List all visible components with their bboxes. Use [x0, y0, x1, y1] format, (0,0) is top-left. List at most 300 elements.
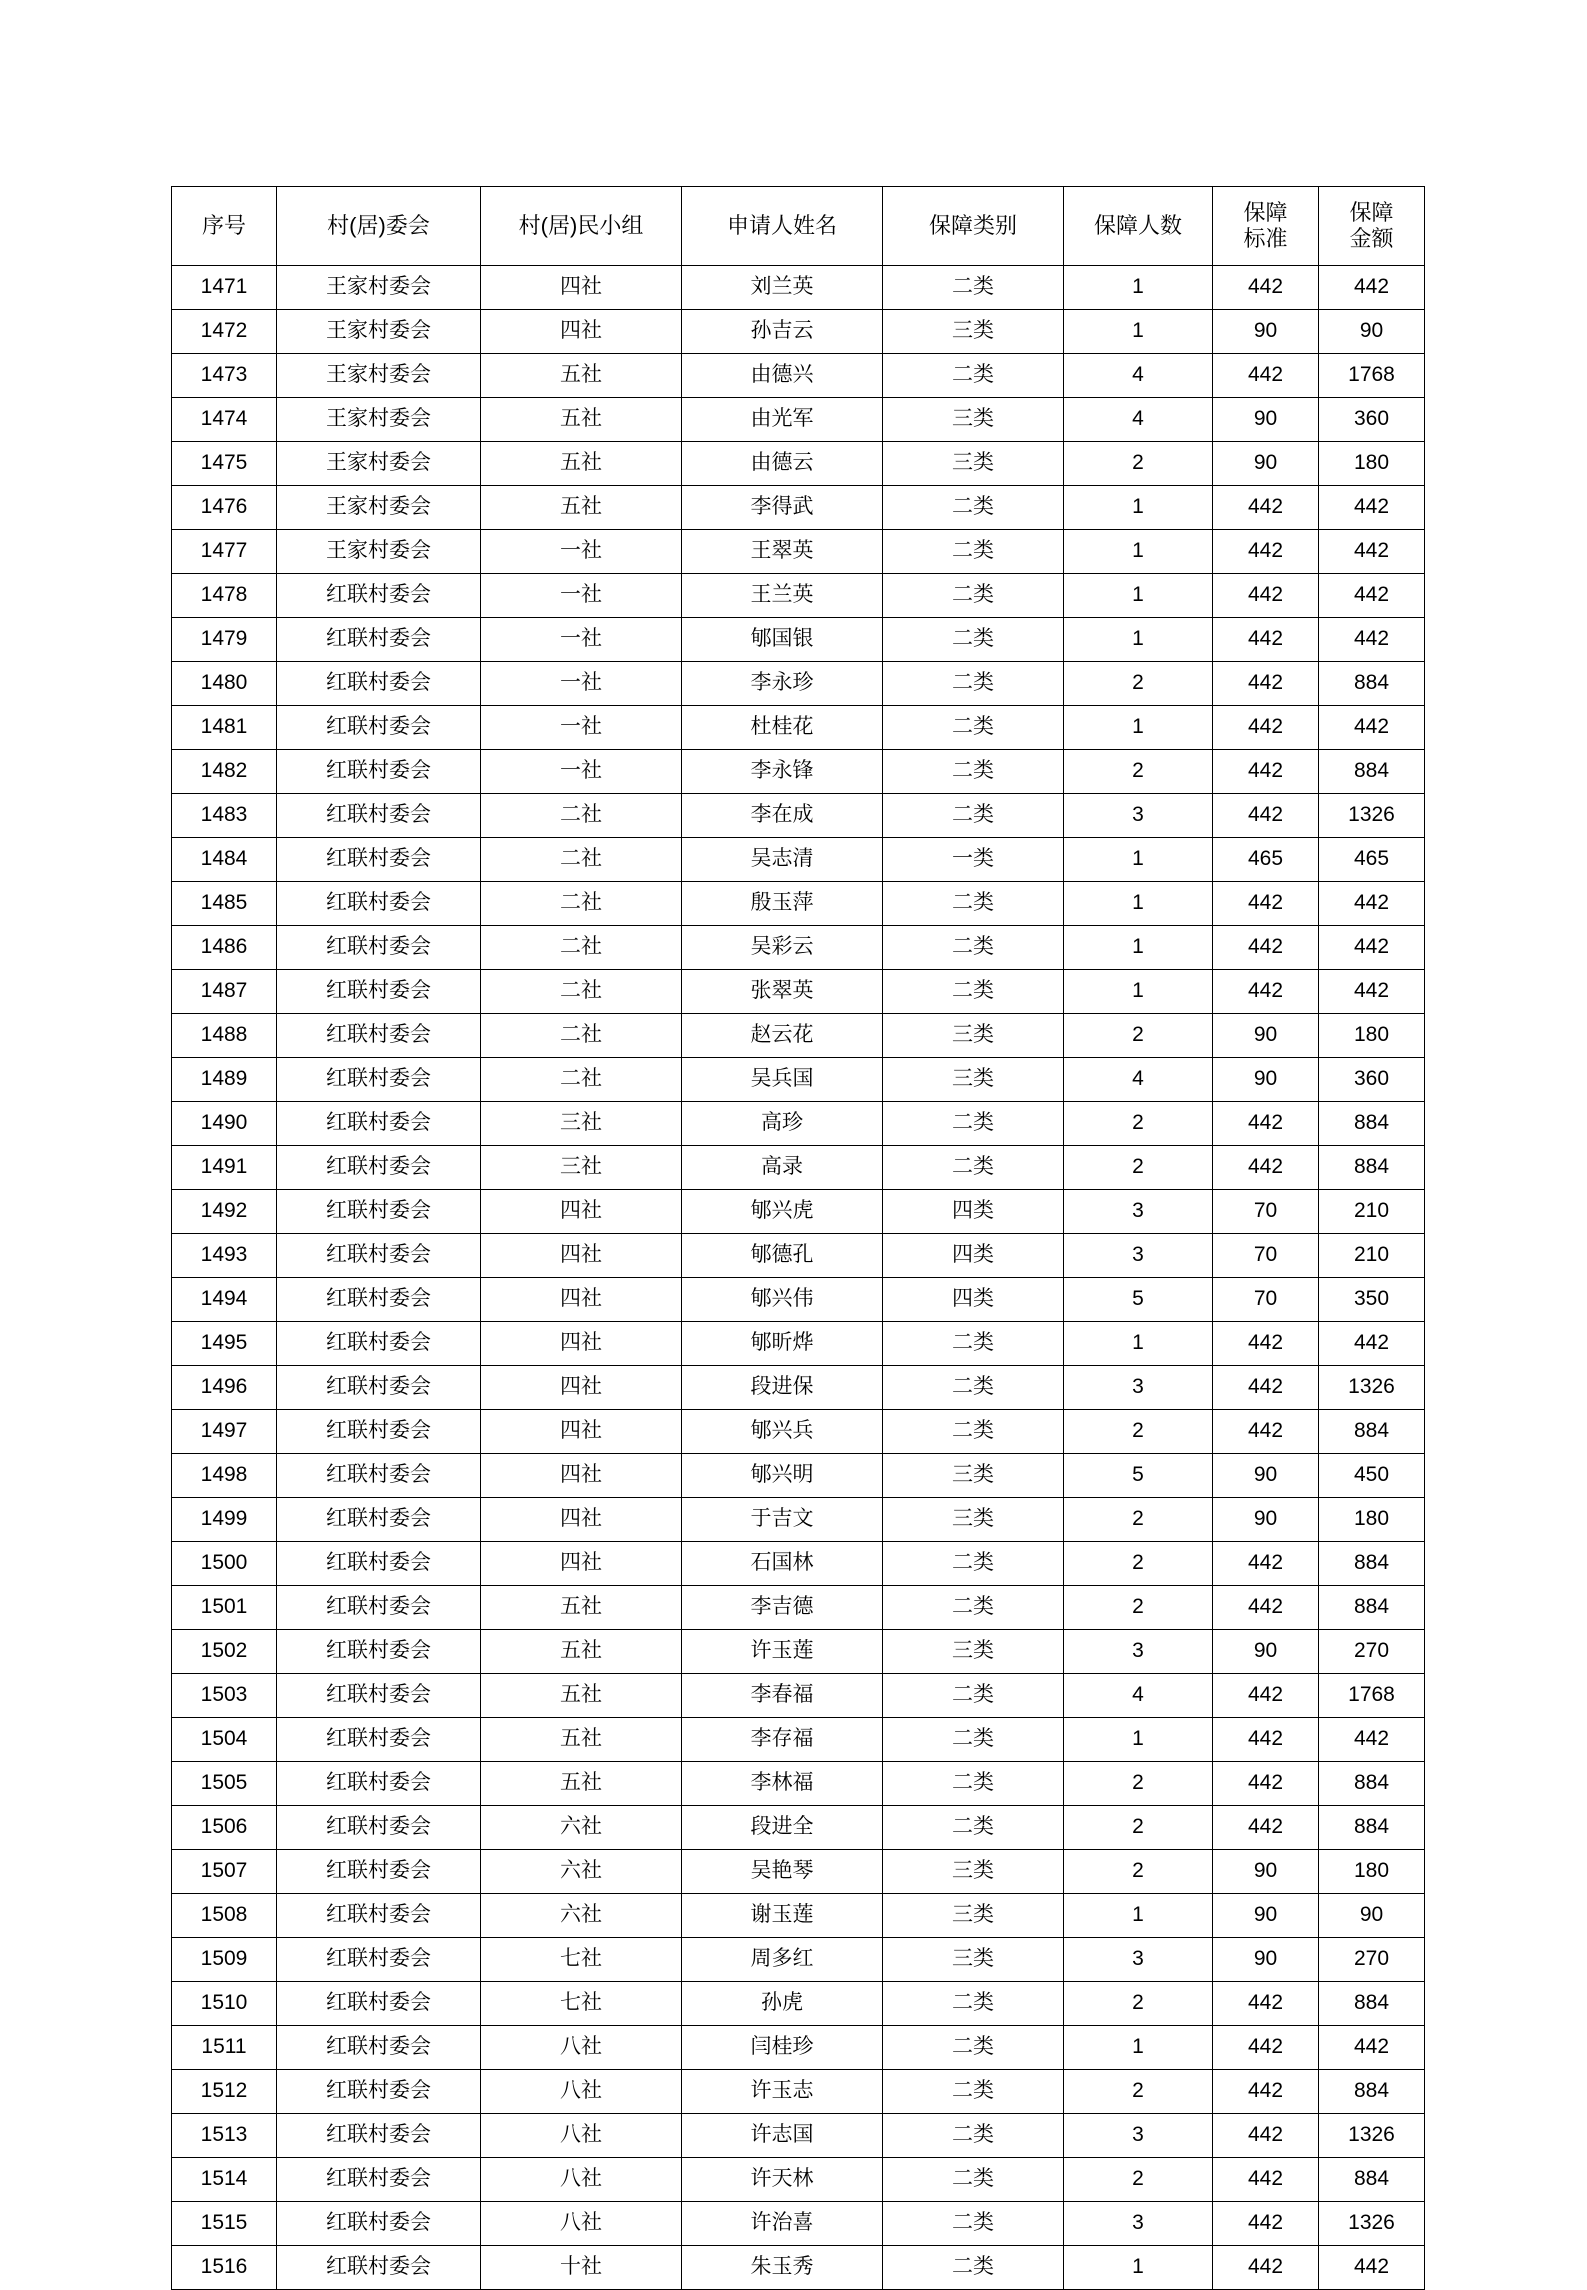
cell-category: 四类: [883, 1278, 1064, 1322]
table-row: [172, 1014, 1425, 1058]
cell-amount: 884: [1319, 1586, 1425, 1630]
cell-category: 二类: [883, 2026, 1064, 2070]
cell-village-committee: 红联村委会: [277, 1894, 481, 1938]
cell-village-committee: 红联村委会: [277, 1762, 481, 1806]
cell-category: 三类: [883, 310, 1064, 354]
cell-amount: 442: [1319, 618, 1425, 662]
cell-standard: 90: [1213, 310, 1319, 354]
cell-seq: 1498: [172, 1454, 277, 1498]
cell-people-count: 4: [1064, 354, 1213, 398]
cell-village-committee: 红联村委会: [277, 1146, 481, 1190]
cell-standard: 90: [1213, 1014, 1319, 1058]
cell-amount: 442: [1319, 486, 1425, 530]
cell-village-committee: 红联村委会: [277, 662, 481, 706]
cell-seq: 1497: [172, 1410, 277, 1454]
cell-category: 二类: [883, 882, 1064, 926]
table-row: [172, 1102, 1425, 1146]
cell-seq: 1486: [172, 926, 277, 970]
cell-standard: 70: [1213, 1190, 1319, 1234]
cell-people-count: 4: [1064, 1674, 1213, 1718]
cell-village-committee: 红联村委会: [277, 1850, 481, 1894]
cell-seq: 1477: [172, 530, 277, 574]
cell-people-count: 2: [1064, 1806, 1213, 1850]
table-row: [172, 970, 1425, 1014]
cell-village-committee: 红联村委会: [277, 1102, 481, 1146]
cell-amount: 884: [1319, 662, 1425, 706]
cell-seq: 1494: [172, 1278, 277, 1322]
cell-village-group: 五社: [481, 1718, 682, 1762]
cell-seq: 1512: [172, 2070, 277, 2114]
cell-standard: 90: [1213, 442, 1319, 486]
cell-people-count: 1: [1064, 530, 1213, 574]
cell-people-count: 1: [1064, 882, 1213, 926]
table-row: [172, 1674, 1425, 1718]
cell-village-group: 二社: [481, 1014, 682, 1058]
cell-village-committee: 红联村委会: [277, 1674, 481, 1718]
cell-amount: 442: [1319, 970, 1425, 1014]
cell-people-count: 2: [1064, 442, 1213, 486]
cell-amount: 884: [1319, 1762, 1425, 1806]
table-row: [172, 882, 1425, 926]
cell-village-group: 四社: [481, 1410, 682, 1454]
cell-village-group: 六社: [481, 1850, 682, 1894]
cell-village-group: 七社: [481, 1938, 682, 1982]
table-row: [172, 2158, 1425, 2202]
cell-village-group: 五社: [481, 442, 682, 486]
cell-amount: 442: [1319, 882, 1425, 926]
cell-category: 三类: [883, 1454, 1064, 1498]
cell-applicant-name: 殷玉萍: [682, 882, 883, 926]
cell-village-group: 四社: [481, 1366, 682, 1410]
cell-category: 三类: [883, 1498, 1064, 1542]
cell-applicant-name: 李春福: [682, 1674, 883, 1718]
cell-people-count: 3: [1064, 1366, 1213, 1410]
cell-amount: 90: [1319, 1894, 1425, 1938]
cell-amount: 442: [1319, 926, 1425, 970]
cell-seq: 1493: [172, 1234, 277, 1278]
cell-people-count: 1: [1064, 2026, 1213, 2070]
cell-standard: 90: [1213, 1454, 1319, 1498]
cell-category: 二类: [883, 706, 1064, 750]
cell-category: 三类: [883, 442, 1064, 486]
cell-village-group: 三社: [481, 1102, 682, 1146]
cell-category: 二类: [883, 1366, 1064, 1410]
table-row: [172, 926, 1425, 970]
cell-applicant-name: 吴彩云: [682, 926, 883, 970]
cell-seq: 1504: [172, 1718, 277, 1762]
cell-applicant-name: 由光军: [682, 398, 883, 442]
cell-amount: 180: [1319, 1850, 1425, 1894]
cell-standard: 442: [1213, 926, 1319, 970]
cell-people-count: 2: [1064, 1146, 1213, 1190]
cell-village-group: 五社: [481, 398, 682, 442]
cell-applicant-name: 刘兰英: [682, 266, 883, 310]
cell-village-committee: 红联村委会: [277, 1806, 481, 1850]
cell-standard: 442: [1213, 530, 1319, 574]
table-row: [172, 1366, 1425, 1410]
cell-amount: 90: [1319, 310, 1425, 354]
cell-seq: 1478: [172, 574, 277, 618]
cell-people-count: 2: [1064, 2070, 1213, 2114]
cell-village-group: 四社: [481, 1234, 682, 1278]
cell-standard: 442: [1213, 1718, 1319, 1762]
table-row: [172, 706, 1425, 750]
cell-seq: 1509: [172, 1938, 277, 1982]
cell-standard: 442: [1213, 970, 1319, 1014]
column-header-standard-line1: 保障: [1243, 200, 1288, 226]
table-row: [172, 1630, 1425, 1674]
cell-standard: 442: [1213, 1410, 1319, 1454]
cell-category: 二类: [883, 926, 1064, 970]
cell-people-count: 3: [1064, 2202, 1213, 2246]
cell-category: 二类: [883, 618, 1064, 662]
table-row: [172, 1762, 1425, 1806]
cell-category: 四类: [883, 1234, 1064, 1278]
cell-amount: 1326: [1319, 2114, 1425, 2158]
table-row: [172, 1938, 1425, 1982]
cell-amount: 884: [1319, 750, 1425, 794]
cell-people-count: 1: [1064, 266, 1213, 310]
cell-applicant-name: 周多红: [682, 1938, 883, 1982]
cell-applicant-name: 李在成: [682, 794, 883, 838]
table-header: [172, 187, 1425, 266]
cell-village-committee: 红联村委会: [277, 1498, 481, 1542]
cell-applicant-name: 张翠英: [682, 970, 883, 1014]
cell-amount: 442: [1319, 1322, 1425, 1366]
cell-amount: 210: [1319, 1234, 1425, 1278]
cell-amount: 1768: [1319, 1674, 1425, 1718]
cell-village-group: 八社: [481, 2158, 682, 2202]
column-header-village-committee: 村(居)委会: [277, 187, 481, 266]
cell-amount: 884: [1319, 1410, 1425, 1454]
cell-village-committee: 红联村委会: [277, 970, 481, 1014]
cell-people-count: 1: [1064, 574, 1213, 618]
cell-amount: 1326: [1319, 2202, 1425, 2246]
cell-standard: 442: [1213, 1542, 1319, 1586]
cell-standard: 465: [1213, 838, 1319, 882]
cell-seq: 1488: [172, 1014, 277, 1058]
cell-applicant-name: 由德云: [682, 442, 883, 486]
cell-village-group: 五社: [481, 354, 682, 398]
table-row: [172, 2070, 1425, 2114]
cell-seq: 1495: [172, 1322, 277, 1366]
cell-category: 二类: [883, 662, 1064, 706]
cell-people-count: 2: [1064, 1762, 1213, 1806]
cell-amount: 180: [1319, 1498, 1425, 1542]
cell-people-count: 2: [1064, 750, 1213, 794]
cell-seq: 1510: [172, 1982, 277, 2026]
cell-amount: 442: [1319, 266, 1425, 310]
cell-people-count: 1: [1064, 706, 1213, 750]
cell-standard: 442: [1213, 2202, 1319, 2246]
cell-category: 二类: [883, 1762, 1064, 1806]
cell-amount: 1768: [1319, 354, 1425, 398]
cell-seq: 1492: [172, 1190, 277, 1234]
cell-village-committee: 红联村委会: [277, 574, 481, 618]
table-row: [172, 2246, 1425, 2290]
cell-people-count: 1: [1064, 310, 1213, 354]
cell-village-group: 四社: [481, 1498, 682, 1542]
cell-amount: 1326: [1319, 1366, 1425, 1410]
cell-seq: 1482: [172, 750, 277, 794]
column-header-seq: 序号: [172, 187, 277, 266]
cell-applicant-name: 许玉志: [682, 2070, 883, 2114]
cell-seq: 1500: [172, 1542, 277, 1586]
cell-amount: 442: [1319, 530, 1425, 574]
cell-seq: 1511: [172, 2026, 277, 2070]
cell-category: 二类: [883, 794, 1064, 838]
cell-category: 二类: [883, 574, 1064, 618]
column-header-people-count: 保障人数: [1064, 187, 1213, 266]
cell-applicant-name: 段进保: [682, 1366, 883, 1410]
cell-village-committee: 红联村委会: [277, 1322, 481, 1366]
cell-village-group: 六社: [481, 1894, 682, 1938]
cell-standard: 70: [1213, 1278, 1319, 1322]
cell-people-count: 1: [1064, 486, 1213, 530]
cell-village-committee: 红联村委会: [277, 1542, 481, 1586]
cell-village-committee: 红联村委会: [277, 706, 481, 750]
cell-seq: 1499: [172, 1498, 277, 1542]
cell-amount: 884: [1319, 1146, 1425, 1190]
column-header-category: 保障类别: [883, 187, 1064, 266]
cell-people-count: 3: [1064, 1938, 1213, 1982]
cell-seq: 1516: [172, 2246, 277, 2290]
cell-seq: 1502: [172, 1630, 277, 1674]
cell-standard: 442: [1213, 2026, 1319, 2070]
cell-village-committee: 王家村委会: [277, 530, 481, 574]
header-row: [172, 187, 1425, 266]
cell-standard: 442: [1213, 882, 1319, 926]
cell-category: 二类: [883, 2158, 1064, 2202]
cell-applicant-name: 郇兴虎: [682, 1190, 883, 1234]
cell-applicant-name: 许玉莲: [682, 1630, 883, 1674]
cell-people-count: 1: [1064, 1322, 1213, 1366]
cell-village-group: 一社: [481, 574, 682, 618]
cell-village-committee: 王家村委会: [277, 398, 481, 442]
cell-seq: 1485: [172, 882, 277, 926]
cell-village-group: 四社: [481, 266, 682, 310]
cell-seq: 1491: [172, 1146, 277, 1190]
cell-category: 二类: [883, 1146, 1064, 1190]
cell-category: 四类: [883, 1190, 1064, 1234]
cell-category: 二类: [883, 1322, 1064, 1366]
table-row: [172, 1894, 1425, 1938]
cell-people-count: 5: [1064, 1454, 1213, 1498]
cell-amount: 442: [1319, 706, 1425, 750]
cell-village-committee: 红联村委会: [277, 1058, 481, 1102]
cell-village-group: 十社: [481, 2246, 682, 2290]
cell-seq: 1487: [172, 970, 277, 1014]
cell-village-committee: 红联村委会: [277, 750, 481, 794]
cell-seq: 1475: [172, 442, 277, 486]
cell-seq: 1472: [172, 310, 277, 354]
table-row: [172, 1058, 1425, 1102]
cell-category: 二类: [883, 750, 1064, 794]
cell-people-count: 1: [1064, 926, 1213, 970]
table-row: [172, 310, 1425, 354]
cell-standard: 90: [1213, 1058, 1319, 1102]
cell-village-committee: 红联村委会: [277, 1366, 481, 1410]
cell-village-committee: 红联村委会: [277, 1586, 481, 1630]
cell-village-committee: 红联村委会: [277, 1278, 481, 1322]
cell-village-committee: 红联村委会: [277, 2026, 481, 2070]
cell-village-group: 三社: [481, 1146, 682, 1190]
cell-standard: 442: [1213, 662, 1319, 706]
cell-village-committee: 红联村委会: [277, 2114, 481, 2158]
cell-village-committee: 红联村委会: [277, 618, 481, 662]
cell-category: 二类: [883, 1586, 1064, 1630]
cell-applicant-name: 谢玉莲: [682, 1894, 883, 1938]
cell-amount: 884: [1319, 2070, 1425, 2114]
cell-amount: 884: [1319, 1982, 1425, 2026]
cell-seq: 1503: [172, 1674, 277, 1718]
cell-applicant-name: 王翠英: [682, 530, 883, 574]
cell-people-count: 4: [1064, 1058, 1213, 1102]
cell-applicant-name: 于吉文: [682, 1498, 883, 1542]
cell-seq: 1496: [172, 1366, 277, 1410]
table-row: [172, 2114, 1425, 2158]
cell-amount: 350: [1319, 1278, 1425, 1322]
cell-amount: 180: [1319, 442, 1425, 486]
cell-village-committee: 王家村委会: [277, 486, 481, 530]
cell-category: 二类: [883, 530, 1064, 574]
cell-applicant-name: 许治喜: [682, 2202, 883, 2246]
cell-village-group: 七社: [481, 1982, 682, 2026]
cell-village-group: 一社: [481, 530, 682, 574]
cell-applicant-name: 李永锋: [682, 750, 883, 794]
table-row: [172, 1718, 1425, 1762]
cell-applicant-name: 郇兴伟: [682, 1278, 883, 1322]
cell-category: 二类: [883, 486, 1064, 530]
table-row: [172, 1806, 1425, 1850]
table-row: [172, 618, 1425, 662]
cell-village-group: 六社: [481, 1806, 682, 1850]
table-row: [172, 1234, 1425, 1278]
cell-village-group: 八社: [481, 2070, 682, 2114]
cell-standard: 442: [1213, 750, 1319, 794]
cell-seq: 1501: [172, 1586, 277, 1630]
cell-applicant-name: 吴兵国: [682, 1058, 883, 1102]
table-row: [172, 530, 1425, 574]
cell-category: 一类: [883, 838, 1064, 882]
cell-village-group: 五社: [481, 486, 682, 530]
cell-category: 二类: [883, 2246, 1064, 2290]
cell-seq: 1507: [172, 1850, 277, 1894]
table-row: [172, 1586, 1425, 1630]
table-row: [172, 794, 1425, 838]
cell-applicant-name: 王兰英: [682, 574, 883, 618]
cell-applicant-name: 李得武: [682, 486, 883, 530]
cell-amount: 442: [1319, 1718, 1425, 1762]
cell-standard: 442: [1213, 486, 1319, 530]
cell-village-committee: 红联村委会: [277, 1718, 481, 1762]
cell-village-group: 五社: [481, 1762, 682, 1806]
cell-people-count: 2: [1064, 1102, 1213, 1146]
table-row: [172, 1498, 1425, 1542]
cell-village-group: 二社: [481, 970, 682, 1014]
cell-applicant-name: 段进全: [682, 1806, 883, 1850]
cell-village-group: 四社: [481, 1322, 682, 1366]
cell-category: 二类: [883, 1982, 1064, 2026]
column-header-village-group: 村(居)民小组: [481, 187, 682, 266]
table-row: [172, 1410, 1425, 1454]
cell-village-group: 一社: [481, 750, 682, 794]
cell-people-count: 2: [1064, 1410, 1213, 1454]
cell-applicant-name: 郇德孔: [682, 1234, 883, 1278]
cell-category: 三类: [883, 1630, 1064, 1674]
cell-standard: 442: [1213, 618, 1319, 662]
cell-applicant-name: 孙虎: [682, 1982, 883, 2026]
cell-standard: 90: [1213, 1938, 1319, 1982]
cell-standard: 90: [1213, 1850, 1319, 1894]
column-header-amount: [1319, 187, 1425, 266]
cell-applicant-name: 石国林: [682, 1542, 883, 1586]
cell-standard: 442: [1213, 574, 1319, 618]
cell-applicant-name: 郇兴明: [682, 1454, 883, 1498]
cell-village-group: 四社: [481, 1454, 682, 1498]
cell-village-group: 一社: [481, 618, 682, 662]
column-header-standard-line2: 标准: [1243, 226, 1288, 251]
cell-people-count: 2: [1064, 1498, 1213, 1542]
cell-category: 三类: [883, 1938, 1064, 1982]
table-row: [172, 1322, 1425, 1366]
cell-seq: 1490: [172, 1102, 277, 1146]
cell-people-count: 1: [1064, 618, 1213, 662]
cell-standard: 442: [1213, 266, 1319, 310]
cell-village-committee: 红联村委会: [277, 2070, 481, 2114]
cell-seq: 1474: [172, 398, 277, 442]
cell-village-committee: 红联村委会: [277, 1014, 481, 1058]
cell-standard: 442: [1213, 1586, 1319, 1630]
cell-village-committee: 红联村委会: [277, 1938, 481, 1982]
cell-standard: 442: [1213, 1762, 1319, 1806]
column-header-standard: [1213, 187, 1319, 266]
cell-village-group: 八社: [481, 2026, 682, 2070]
cell-seq: 1506: [172, 1806, 277, 1850]
table-row: [172, 442, 1425, 486]
cell-village-committee: 红联村委会: [277, 2158, 481, 2202]
cell-seq: 1505: [172, 1762, 277, 1806]
cell-people-count: 3: [1064, 1190, 1213, 1234]
cell-village-group: 二社: [481, 794, 682, 838]
table-row: [172, 2202, 1425, 2246]
cell-village-committee: 红联村委会: [277, 794, 481, 838]
cell-amount: 884: [1319, 1806, 1425, 1850]
cell-amount: 360: [1319, 1058, 1425, 1102]
cell-applicant-name: 李林福: [682, 1762, 883, 1806]
cell-category: 二类: [883, 1102, 1064, 1146]
cell-applicant-name: 许天林: [682, 2158, 883, 2202]
cell-village-committee: 王家村委会: [277, 310, 481, 354]
table-row: [172, 1454, 1425, 1498]
cell-people-count: 2: [1064, 2158, 1213, 2202]
cell-amount: 210: [1319, 1190, 1425, 1234]
cell-people-count: 5: [1064, 1278, 1213, 1322]
cell-category: 三类: [883, 1850, 1064, 1894]
cell-category: 二类: [883, 354, 1064, 398]
cell-people-count: 2: [1064, 1586, 1213, 1630]
table-row: [172, 266, 1425, 310]
cell-applicant-name: 郇国银: [682, 618, 883, 662]
cell-people-count: 2: [1064, 1982, 1213, 2026]
cell-category: 二类: [883, 2114, 1064, 2158]
cell-applicant-name: 高珍: [682, 1102, 883, 1146]
cell-standard: 442: [1213, 2114, 1319, 2158]
cell-village-committee: 红联村委会: [277, 2202, 481, 2246]
cell-village-group: 五社: [481, 1630, 682, 1674]
cell-people-count: 2: [1064, 1014, 1213, 1058]
cell-village-group: 一社: [481, 706, 682, 750]
